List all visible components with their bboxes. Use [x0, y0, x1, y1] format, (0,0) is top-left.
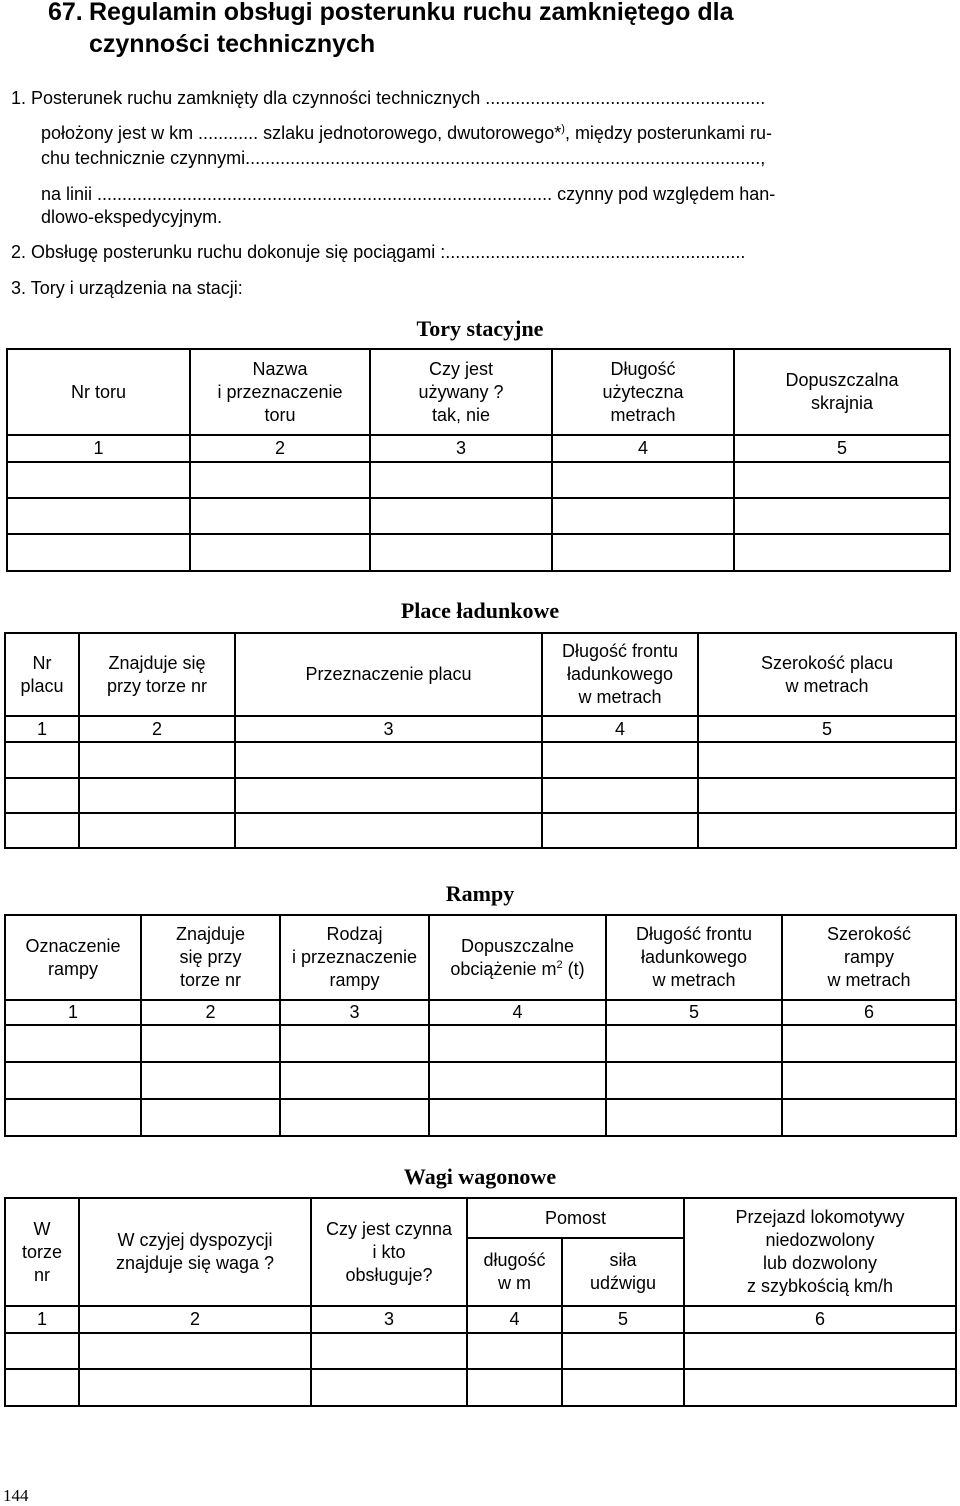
rampy-col-number: 4	[429, 1000, 606, 1025]
empty-cell[interactable]	[782, 1025, 956, 1062]
place-header-row	[5, 633, 956, 716]
place-header-tor: Znajduje się przy torze nr	[79, 633, 235, 716]
tory-number-row	[7, 435, 950, 462]
empty-cell[interactable]	[141, 1025, 280, 1062]
empty-cell[interactable]	[280, 1099, 429, 1136]
empty-cell[interactable]	[7, 498, 190, 534]
empty-cell[interactable]	[734, 462, 950, 498]
empty-cell[interactable]	[5, 1333, 79, 1369]
tory-col-number: 4	[552, 435, 734, 462]
rampy-header-obciazenie: Dopuszczalne obciążenie $m^2$ (t)	[429, 915, 606, 1000]
empty-cell[interactable]	[311, 1333, 467, 1369]
empty-cell[interactable]	[684, 1333, 956, 1369]
empty-cell[interactable]	[606, 1025, 782, 1062]
empty-cell[interactable]	[79, 778, 235, 813]
empty-cell[interactable]	[552, 498, 734, 534]
paragraph-5: dlowo-ekspedycyjnym.	[41, 207, 223, 227]
empty-cell[interactable]	[698, 742, 956, 778]
paragraph-1: 1. Posterunek ruchu zamknięty dla czynności technicznych ........................................................	[11, 88, 766, 108]
wagi-header-pomost: Pomost	[467, 1198, 684, 1238]
empty-cell[interactable]	[698, 778, 956, 813]
place-table	[4, 632, 957, 849]
rampy-header-szerokosc: Szerokość rampy w metrach	[782, 915, 956, 1000]
tory-empty-row	[7, 534, 950, 571]
rampy-table	[4, 914, 957, 1137]
paragraph-2-b: , między posterunkami ru-	[564, 123, 773, 143]
place-number-row	[5, 716, 956, 742]
section-number: 67.	[48, 0, 83, 26]
wagi-empty-row	[5, 1333, 956, 1369]
wagi-header-przejazd: Przejazd lokomotywy niedozwolony lub dozwolony z szybkością km/h	[684, 1198, 956, 1306]
rampy-col-number: 6	[782, 1000, 956, 1025]
empty-cell[interactable]	[782, 1062, 956, 1099]
empty-cell[interactable]	[235, 742, 542, 778]
wagi-col-number: 5	[562, 1306, 684, 1333]
rampy-empty-row	[5, 1025, 956, 1062]
wagi-col-number: 4	[467, 1306, 562, 1333]
tory-empty-row	[7, 462, 950, 498]
paragraph-2-a: położony jest w km ............ szlaku jednotorowego, dwutorowego*	[41, 123, 562, 143]
empty-cell[interactable]	[5, 813, 79, 848]
rampy-col-number: 3	[280, 1000, 429, 1025]
tory-col-number: 5	[734, 435, 950, 462]
tory-col-number: 3	[370, 435, 552, 462]
wagi-empty-row	[5, 1369, 956, 1406]
empty-cell[interactable]	[7, 462, 190, 498]
rampy-header-row	[5, 915, 956, 1000]
place-col-number: 2	[79, 716, 235, 742]
empty-cell[interactable]	[734, 534, 950, 571]
empty-cell[interactable]	[5, 1062, 141, 1099]
tory-section-title: Tory stacyjne	[416, 316, 544, 341]
empty-cell[interactable]	[141, 1062, 280, 1099]
wagi-header-dyspozycja: W czyjej dyspozycji znajduje się waga ?	[79, 1198, 311, 1306]
empty-cell[interactable]	[280, 1062, 429, 1099]
empty-cell[interactable]	[79, 1369, 311, 1406]
empty-cell[interactable]	[684, 1369, 956, 1406]
wagi-col-number: 1	[5, 1306, 79, 1333]
empty-cell[interactable]	[79, 1333, 311, 1369]
wagi-header-sila: siła udźwigu	[562, 1238, 684, 1306]
place-header-nr: Nr placu	[5, 633, 79, 716]
empty-cell[interactable]	[782, 1099, 956, 1136]
rampy-empty-row	[5, 1099, 956, 1136]
empty-cell[interactable]	[552, 462, 734, 498]
empty-cell[interactable]	[370, 498, 552, 534]
rampy-empty-row	[5, 1062, 956, 1099]
empty-cell[interactable]	[190, 462, 370, 498]
tory-header-skrajnia: Dopuszczalna skrajnia	[734, 349, 950, 435]
paragraph-2-sup: )	[561, 123, 565, 135]
empty-cell[interactable]	[7, 534, 190, 571]
empty-cell[interactable]	[5, 1369, 79, 1406]
wagi-header-tor: W torze nr	[5, 1198, 79, 1306]
tory-empty-row	[7, 498, 950, 534]
paragraph-2	[41, 123, 772, 144]
empty-cell[interactable]	[542, 813, 698, 848]
title-line-1: Regulamin obsługi posterunku ruchu zamkniętego dla	[89, 0, 734, 26]
empty-cell[interactable]	[562, 1333, 684, 1369]
paragraph-6: 2. Obsługę posterunku ruchu dokonuje się pociągami :............................................................	[11, 242, 746, 262]
place-header-dlugosc: Długość frontu ładunkowego w metrach	[542, 633, 698, 716]
empty-cell[interactable]	[5, 1025, 141, 1062]
tory-table	[6, 348, 951, 572]
page-number: 144	[3, 1486, 29, 1505]
empty-cell[interactable]	[734, 498, 950, 534]
rampy-col-number: 5	[606, 1000, 782, 1025]
wagi-col-number: 2	[79, 1306, 311, 1333]
empty-cell[interactable]	[5, 778, 79, 813]
empty-cell[interactable]	[606, 1062, 782, 1099]
place-col-number: 4	[542, 716, 698, 742]
rampy-header-rodzaj: Rodzaj i przeznaczenie rampy	[280, 915, 429, 1000]
empty-cell[interactable]	[280, 1025, 429, 1062]
empty-cell[interactable]	[467, 1369, 562, 1406]
empty-cell[interactable]	[429, 1062, 606, 1099]
empty-cell[interactable]	[370, 462, 552, 498]
place-empty-row	[5, 813, 956, 848]
place-header-szerokosc: Szerokość placu w metrach	[698, 633, 956, 716]
place-empty-row	[5, 778, 956, 813]
title-line-2: czynności technicznych	[89, 30, 376, 58]
tory-header-dlugosc: Długość użyteczna metrach	[552, 349, 734, 435]
tory-header-nazwa: Nazwa i przeznaczenie toru	[190, 349, 370, 435]
empty-cell[interactable]	[190, 498, 370, 534]
wagi-section-title: Wagi wagonowe	[403, 1164, 557, 1189]
wagi-col-number: 3	[311, 1306, 467, 1333]
wagi-table	[4, 1197, 957, 1407]
empty-cell[interactable]	[311, 1369, 467, 1406]
rampy-header-oznaczenie: Oznaczenie rampy	[5, 915, 141, 1000]
rampy-number-row	[5, 1000, 956, 1025]
empty-cell[interactable]	[698, 813, 956, 848]
rampy-col-number: 2	[141, 1000, 280, 1025]
wagi-header-czynna: Czy jest czynna i kto obsługuje?	[311, 1198, 467, 1306]
empty-cell[interactable]	[79, 742, 235, 778]
wagi-col-number: 6	[684, 1306, 956, 1333]
empty-cell[interactable]	[5, 1099, 141, 1136]
tory-header-row	[7, 349, 950, 435]
rampy-col-number: 1	[5, 1000, 141, 1025]
empty-cell[interactable]	[606, 1099, 782, 1136]
paragraph-7: 3. Tory i urządzenia na stacji:	[11, 278, 243, 298]
place-col-number: 1	[5, 716, 79, 742]
empty-cell[interactable]	[562, 1369, 684, 1406]
empty-cell[interactable]	[429, 1025, 606, 1062]
empty-cell[interactable]	[190, 534, 370, 571]
empty-cell[interactable]	[429, 1099, 606, 1136]
empty-cell[interactable]	[542, 778, 698, 813]
paragraph-3: chu technicznie czynnymi.......................................................................................................,	[41, 148, 766, 168]
wagi-header-dlugosc: długość w m	[467, 1238, 562, 1306]
place-header-przeznaczenie: Przeznaczenie placu	[235, 633, 542, 716]
wagi-number-row	[5, 1306, 956, 1333]
rampy-header-dlugosc: Długość frontu ładunkowego w metrach	[606, 915, 782, 1000]
empty-cell[interactable]	[79, 813, 235, 848]
tory-col-number: 2	[190, 435, 370, 462]
rampy-header-tor: Znajduje się przy torze nr	[141, 915, 280, 1000]
paragraph-4: na linii ........................................................................................... czynny pod względem han-	[41, 184, 776, 204]
empty-cell[interactable]	[5, 742, 79, 778]
empty-cell[interactable]	[235, 813, 542, 848]
empty-cell[interactable]	[370, 534, 552, 571]
empty-cell[interactable]	[552, 534, 734, 571]
place-col-number: 3	[235, 716, 542, 742]
place-section-title: Place ładunkowe	[400, 598, 560, 623]
empty-cell[interactable]	[235, 778, 542, 813]
tory-header-nr: Nr toru	[7, 349, 190, 435]
rampy-section-title: Rampy	[445, 881, 515, 906]
empty-cell[interactable]	[542, 742, 698, 778]
place-col-number: 5	[698, 716, 956, 742]
tory-header-uzywany: Czy jest używany ? tak, nie	[370, 349, 552, 435]
place-empty-row	[5, 742, 956, 778]
empty-cell[interactable]	[467, 1333, 562, 1369]
tory-col-number: 1	[7, 435, 190, 462]
wagi-header-row	[5, 1198, 956, 1238]
empty-cell[interactable]	[141, 1099, 280, 1136]
